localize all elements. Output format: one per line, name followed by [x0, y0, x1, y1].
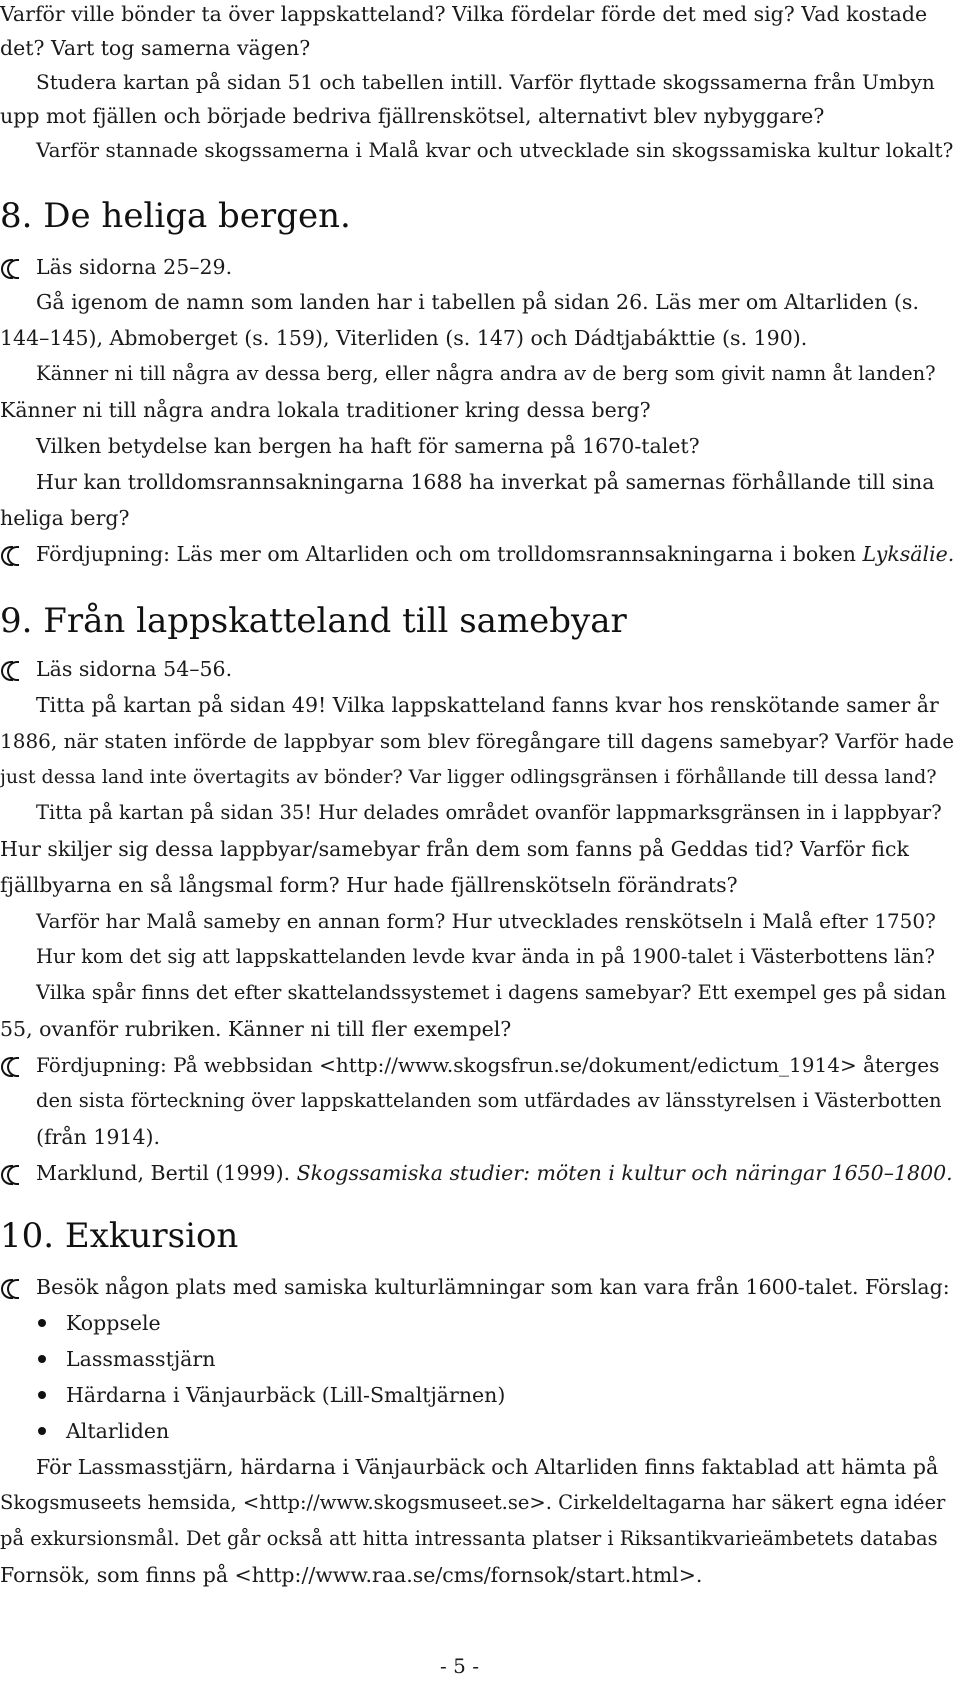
intro-line: Varför stannade skogssamerna i Malå kvar och utvecklade sin skogssamiska kultur lokalt?: [36, 138, 954, 162]
bullet-icon: [38, 1427, 46, 1435]
book-icon: [0, 542, 26, 566]
paragraph-line: heliga berg?: [0, 506, 130, 530]
reference-line: [36, 1161, 953, 1185]
intro-line: Studera kartan på sidan 51 och tabellen intill. Varför flyttade skogssamerna från Umbyn: [36, 70, 935, 94]
paragraph-line: på exkursionsmål. Det går också att hitta intressanta platser i Riksantikvarieämbetets databas: [0, 1527, 938, 1550]
intro-line: Varför ville bönder ta över lappskatteland? Vilka fördelar förde det med sig? Vad kostade: [0, 2, 928, 26]
paragraph-line: 55, ovanför rubriken. Känner ni till fler exempel?: [0, 1017, 512, 1041]
bullet-icon: [38, 1319, 46, 1327]
paragraph-line: Fornsök, som finns på <http://www.raa.se/cms/fornsok/start.html>.: [0, 1563, 703, 1587]
paragraph-line: 144–145), Abmoberget (s. 159), Viterliden (s. 147) och Dádtjabákttie (s. 190).: [0, 326, 808, 350]
paragraph-line: Gå igenom de namn som landen har i tabellen på sidan 26. Läs mer om Altarliden (s.: [36, 290, 919, 314]
paragraph-line: fjällbyarna en så långsmal form? Hur hade fjällrenskötseln förändrats?: [0, 873, 738, 897]
paragraph-line: Vilka spår finns det efter skattelandssystemet i dagens samebyar? Ett exempel ges på sidan: [36, 981, 947, 1004]
read-pages: Läs sidorna 54–56.: [36, 657, 233, 681]
list-item: Koppsele: [66, 1311, 161, 1335]
deepening-text: Fördjupning: Läs mer om Altarliden och om trolldomsrannsakningarna i boken: [36, 542, 863, 566]
list-item: Härdarna i Vänjaurbäck (Lill-Smaltjärnen): [66, 1383, 506, 1407]
paragraph-line: Vilken betydelse kan bergen ha haft för samerna på 1670-talet?: [36, 434, 700, 458]
paragraph-line: 1886, när staten införde de lappbyar som blev föregångare till dagens samebyar? Varför hade: [0, 729, 955, 753]
book-icon: [0, 1053, 26, 1077]
page-number: - 5 -: [440, 1654, 479, 1678]
paragraph-line: Känner ni till några andra lokala traditioner kring dessa berg?: [0, 398, 651, 422]
book-icon: [0, 255, 26, 279]
read-pages: Läs sidorna 25–29.: [36, 255, 233, 279]
deepening-line: (från 1914).: [36, 1125, 161, 1149]
book-icon: [0, 1161, 26, 1185]
paragraph-line: Skogsmuseets hemsida, <http://www.skogsmuseet.se>. Cirkeldeltagarna har säkert egna idéer: [0, 1491, 946, 1514]
paragraph-line: just dessa land inte övertagits av bönder? Var ligger odlingsgränsen i förhållande till dessa land?: [0, 766, 937, 788]
paragraph-line: Hur kan trolldomsrannsakningarna 1688 ha inverkat på samernas förhållande till sina: [36, 470, 935, 494]
paragraph-line: Hur kom det sig att lappskattelanden levde kvar ända in på 1900-talet i Västerbottens län?: [36, 945, 935, 968]
reference-author: Marklund, Bertil (1999).: [36, 1161, 297, 1185]
deepening-line: [36, 542, 954, 566]
paragraph-line: Varför har Malå sameby en annan form? Hur utvecklades renskötseln i Malå efter 1750?: [36, 909, 936, 933]
section-9-heading: 9. Från lappskatteland till samebyar: [0, 601, 627, 641]
reference-title: Skogssamiska studier: möten i kultur och näringar 1650–1800.: [296, 1161, 953, 1185]
intro-line: det? Vart tog samerna vägen?: [0, 36, 311, 60]
intro-line: upp mot fjällen och började bedriva fjällrenskötsel, alternativt blev nybyggare?: [0, 104, 825, 128]
bullet-icon: [38, 1391, 46, 1399]
list-item: Lassmasstjärn: [66, 1347, 216, 1371]
paragraph-line: Hur skiljer sig dessa lappbyar/samebyar från dem som fanns på Geddas tid? Varför fick: [0, 837, 909, 861]
list-item: Altarliden: [66, 1419, 170, 1443]
section-8-heading: 8. De heliga bergen.: [0, 196, 351, 236]
paragraph-line: Känner ni till några av dessa berg, eller några andra av de berg som givit namn åt landen?: [36, 362, 936, 385]
bullet-icon: [38, 1355, 46, 1363]
paragraph-line: Titta på kartan på sidan 35! Hur delades området ovanför lappmarksgränsen in i lappbyar?: [36, 801, 942, 824]
deepening-line: Fördjupning: På webbsidan <http://www.skogsfrun.se/dokument/edictum_1914> återges: [36, 1053, 940, 1077]
deepening-line: den sista förteckning över lappskattelanden som utfärdades av länsstyrelsen i Västerbotten: [36, 1089, 942, 1112]
paragraph-line: För Lassmasstjärn, härdarna i Vänjaurbäck och Altarliden finns faktablad att hämta på: [36, 1455, 939, 1479]
book-icon: [0, 657, 26, 681]
book-title: Lyksälie.: [862, 542, 955, 566]
section-10-heading: 10. Exkursion: [0, 1216, 239, 1256]
book-icon: [0, 1275, 26, 1299]
paragraph-line: Besök någon plats med samiska kulturlämningar som kan vara från 1600-talet. Förslag:: [36, 1275, 950, 1299]
paragraph-line: Titta på kartan på sidan 49! Vilka lappskatteland fanns kvar hos renskötande samer år: [36, 693, 939, 717]
